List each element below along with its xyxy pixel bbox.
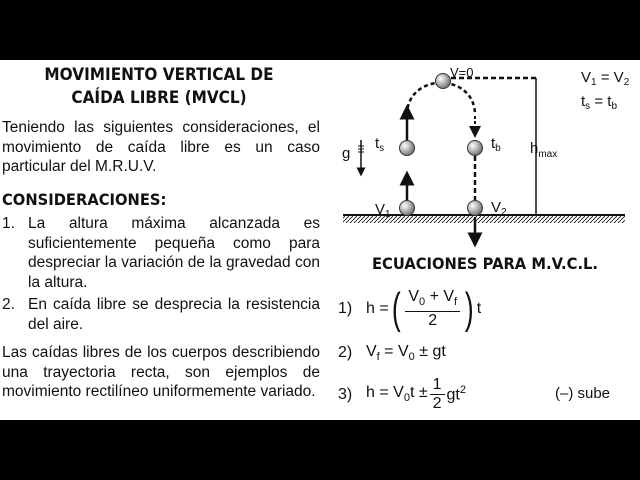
equation-3 xyxy=(338,376,466,413)
list-item-number: 2. xyxy=(2,296,15,313)
document-page xyxy=(0,60,640,420)
considerations-heading: CONSIDERACIONES: xyxy=(2,190,167,209)
list-item xyxy=(2,214,320,292)
label-g: g xyxy=(342,145,351,162)
fraction-numerator: $V_0 + V_f$ xyxy=(405,288,460,312)
list-item xyxy=(2,295,320,334)
equation-tail: t xyxy=(476,300,482,318)
ball-top xyxy=(436,74,451,89)
equation-tail: $gt^2$ xyxy=(446,384,466,404)
page-title: MOVIMIENTO VERTICAL DE CAÍDA LIBRE (MVCL) xyxy=(44,65,274,108)
equation-body: $V_f = V_0$ ± gt xyxy=(366,343,446,364)
paren-close-icon: ) xyxy=(465,284,474,334)
equation-1 xyxy=(338,284,482,334)
ball-rising xyxy=(400,141,415,156)
equation-body: $h = V_0t$ ± xyxy=(366,384,428,405)
fraction-denominator: 2 xyxy=(432,395,442,412)
equation-number: 1) xyxy=(338,300,353,318)
equation-lhs: h = xyxy=(366,300,389,318)
ball-landing xyxy=(468,201,483,216)
ball-launch xyxy=(400,201,415,216)
label-v1: $V_1$ xyxy=(375,201,391,220)
relation-times: $t_s = t_b$ xyxy=(581,93,617,112)
label-v2: $V_2$ xyxy=(491,199,507,218)
sign-note: (–) sube xyxy=(555,385,611,402)
ball-falling xyxy=(468,141,483,156)
equations-heading: ECUACIONES PARA M.V.C.L. xyxy=(372,254,599,273)
fraction xyxy=(430,376,445,413)
label-ts: $t_s$ xyxy=(375,135,385,154)
closing-paragraph: Las caídas libres de los cuerpos describiendo una trayectoria recta, son ejemplos de movimiento rectilíneo uniformemente variado. xyxy=(2,344,320,400)
relation-velocities: $V_1 = V_2$ xyxy=(581,69,630,88)
fraction-denominator: 2 xyxy=(428,312,438,330)
label-tb: $t_b$ xyxy=(491,135,501,154)
considerations-list xyxy=(2,214,320,337)
equation-number: 2) xyxy=(338,344,353,362)
fraction xyxy=(405,288,460,330)
free-fall-diagram xyxy=(325,60,640,250)
equation-2 xyxy=(338,343,446,363)
label-v-zero: V=0 xyxy=(450,65,474,80)
list-item-number: 1. xyxy=(2,215,15,232)
paren-open-icon: ( xyxy=(391,284,401,334)
list-item-text: La altura máxima alcanzada es suficientemente pequeña como para despreciar la variación de la gravedad con la altura. xyxy=(28,215,320,291)
list-item-text: En caída libre se desprecia la resistencia del aire. xyxy=(28,296,320,333)
intro-paragraph: Teniendo las siguientes consideraciones, el movimiento de caída libre es un caso particular del M.R.U.V. xyxy=(2,119,320,175)
text-column xyxy=(0,60,325,420)
equation-number: 3) xyxy=(338,385,353,403)
fraction-numerator: 1 xyxy=(430,376,445,395)
label-hmax: $h_{max}$ xyxy=(530,140,558,160)
